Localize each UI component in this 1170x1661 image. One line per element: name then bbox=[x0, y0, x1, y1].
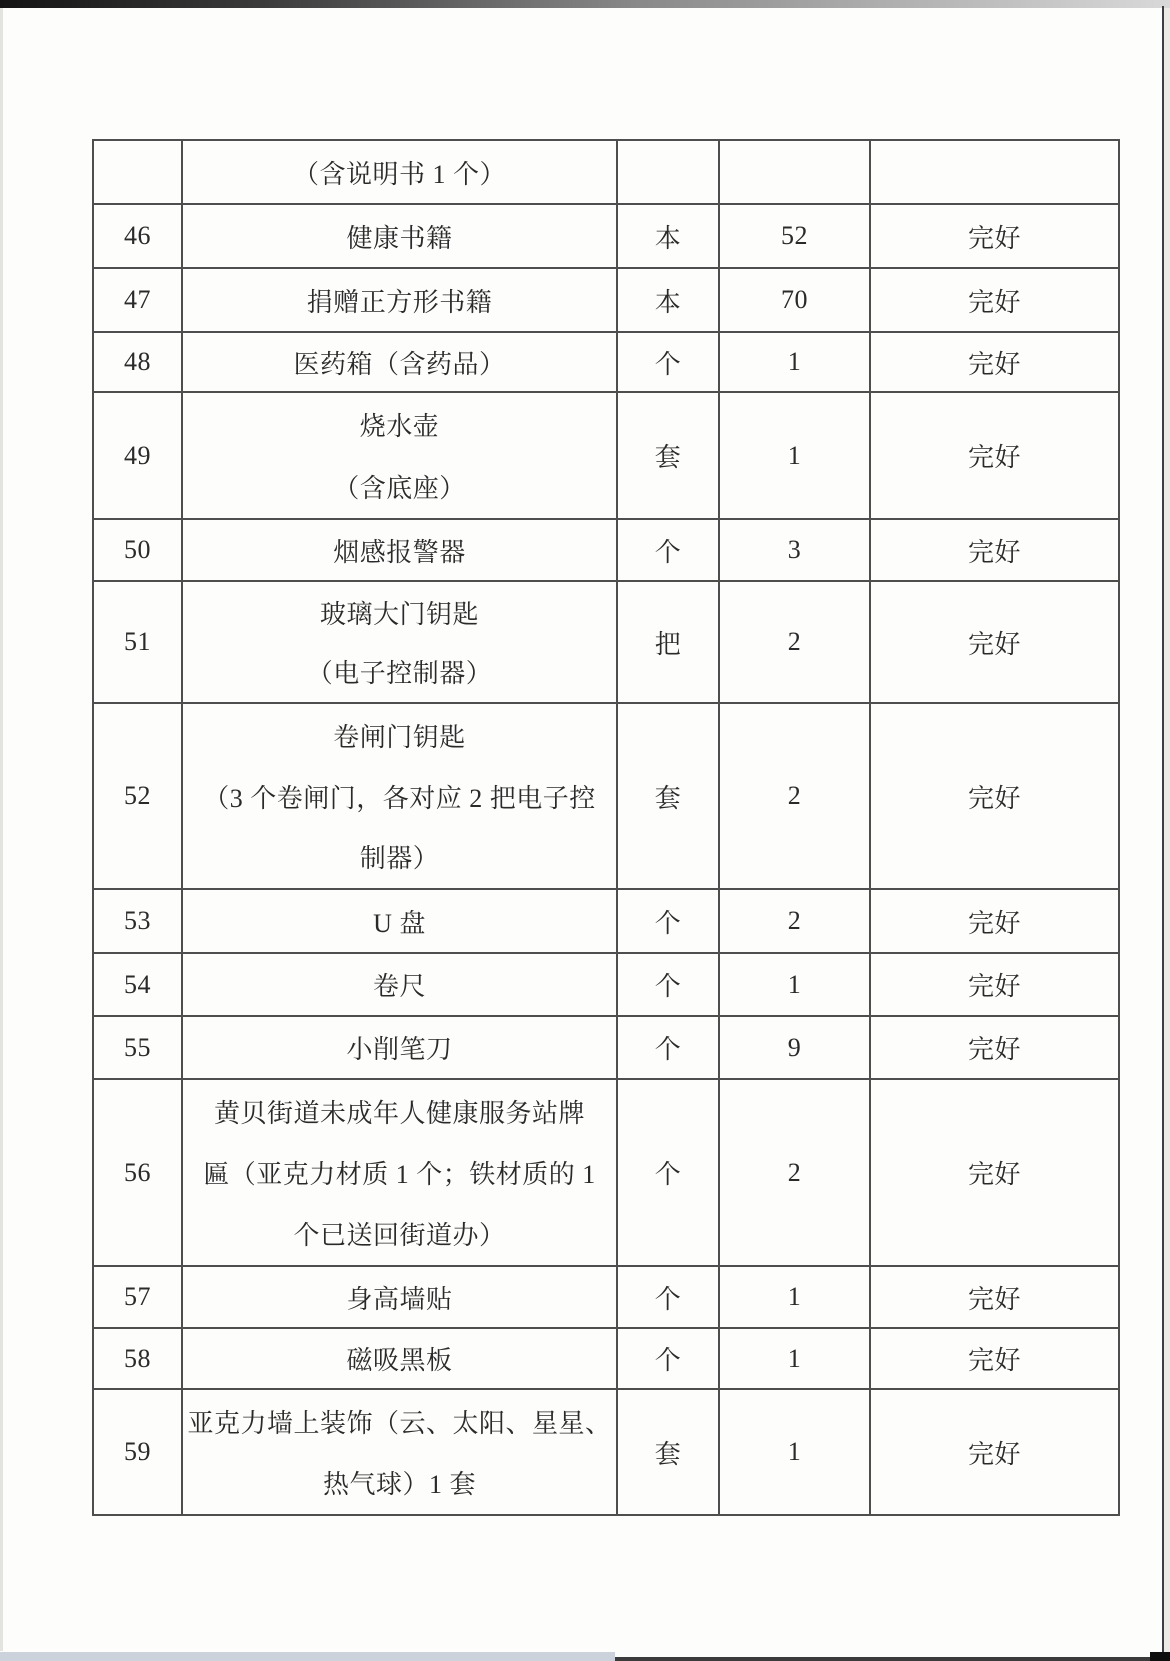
top-line-slot bbox=[94, 765, 181, 827]
cell-no bbox=[93, 204, 182, 268]
cell-name bbox=[182, 519, 617, 581]
item-unit-value: 本 bbox=[654, 287, 682, 317]
table-row-47 bbox=[93, 268, 1119, 332]
item-unit-value: 个 bbox=[654, 1035, 682, 1064]
cell-unit bbox=[617, 1328, 719, 1389]
cell-unit bbox=[617, 204, 719, 268]
cell-unit bbox=[617, 889, 719, 953]
item-unit-value: 个 bbox=[654, 1284, 682, 1314]
top-line-slot bbox=[618, 765, 718, 827]
item-unit-value: 个 bbox=[654, 537, 682, 567]
top-line-slot bbox=[94, 611, 181, 673]
item-status-value: 完好 bbox=[967, 1439, 1021, 1469]
cell-qty bbox=[719, 204, 870, 268]
item-name: 健康书籍 bbox=[346, 223, 453, 253]
cell-name bbox=[182, 140, 617, 204]
top-line-slot bbox=[94, 1142, 181, 1204]
cell-no bbox=[93, 140, 182, 204]
item-no-value: 46 bbox=[124, 221, 151, 250]
item-qty-value: 70 bbox=[781, 285, 808, 314]
cell-no bbox=[93, 1389, 182, 1515]
item-no-value: 55 bbox=[124, 1032, 151, 1062]
item-name-line: 匾（亚克力材质 1 个；铁材质的 1 bbox=[203, 1160, 596, 1189]
item-no-value: 58 bbox=[124, 1343, 151, 1373]
table-row-continuation bbox=[93, 140, 1119, 204]
cell-unit bbox=[617, 1389, 719, 1515]
cell-name bbox=[182, 268, 617, 332]
cell-name bbox=[182, 1016, 617, 1079]
cell-qty bbox=[719, 140, 870, 204]
cell-status bbox=[870, 953, 1119, 1016]
cell-status bbox=[870, 703, 1119, 889]
cell-name bbox=[182, 1266, 617, 1328]
table-row-58 bbox=[93, 1328, 1119, 1389]
item-name: 捐赠正方形书籍 bbox=[306, 287, 493, 317]
item-name-multiline bbox=[183, 1081, 616, 1264]
item-name-multiline bbox=[183, 394, 616, 517]
item-no-value: 51 bbox=[124, 627, 151, 656]
cell-no bbox=[93, 581, 182, 703]
top-line-slot bbox=[871, 765, 1118, 827]
item-qty-value: 1 bbox=[787, 440, 802, 470]
item-no-value: 53 bbox=[124, 906, 151, 935]
table-row-46 bbox=[93, 204, 1119, 268]
cell-qty bbox=[719, 889, 870, 953]
cell-status bbox=[870, 268, 1119, 332]
item-unit-value: 个 bbox=[654, 908, 682, 938]
scan-edge-right-line bbox=[1162, 6, 1164, 1659]
table-row-52 bbox=[93, 703, 1119, 889]
cell-no bbox=[93, 1016, 182, 1079]
cell-qty bbox=[719, 1016, 870, 1079]
inventory-table-body bbox=[93, 140, 1119, 1515]
item-no-value: 49 bbox=[124, 440, 151, 470]
cell-unit bbox=[617, 953, 719, 1016]
inventory-table bbox=[92, 139, 1120, 1516]
item-status-value: 完好 bbox=[967, 443, 1021, 472]
cell-unit bbox=[617, 519, 719, 581]
scan-edge-bottom-strip bbox=[0, 1652, 615, 1661]
item-qty-value: 52 bbox=[781, 221, 808, 250]
cell-no bbox=[93, 519, 182, 581]
top-line-slot bbox=[871, 1142, 1118, 1204]
table-row-53 bbox=[93, 889, 1119, 953]
cell-unit bbox=[617, 332, 719, 392]
item-qty-value: 2 bbox=[787, 1157, 802, 1187]
item-name-line: （电子控制器） bbox=[306, 659, 493, 688]
cell-status bbox=[870, 1079, 1119, 1266]
scan-edge-top bbox=[0, 0, 1170, 8]
cell-status bbox=[870, 204, 1119, 268]
table-row-50 bbox=[93, 519, 1119, 581]
cell-status bbox=[870, 140, 1119, 204]
cell-name bbox=[182, 703, 617, 889]
item-no-value: 56 bbox=[124, 1157, 151, 1187]
item-name-line: 热气球）1 套 bbox=[322, 1470, 476, 1499]
item-no-value: 57 bbox=[124, 1282, 151, 1311]
table-row-59 bbox=[93, 1389, 1119, 1515]
top-line-slot bbox=[94, 425, 181, 487]
item-status-value: 完好 bbox=[967, 1346, 1021, 1375]
table-row-48 bbox=[93, 332, 1119, 392]
table-row-54 bbox=[93, 953, 1119, 1016]
item-name: U 盘 bbox=[373, 908, 426, 938]
item-name-line: 卷闸门钥匙 bbox=[333, 722, 466, 752]
item-name-line: 个已送回街道办） bbox=[293, 1221, 506, 1250]
item-name-line: 黄贝街道未成年人健康服务站牌 bbox=[213, 1099, 585, 1128]
item-qty-value: 1 bbox=[787, 1343, 802, 1373]
cell-name bbox=[182, 953, 617, 1016]
cell-name bbox=[182, 392, 617, 519]
cell-name bbox=[182, 204, 617, 268]
item-qty-value: 2 bbox=[787, 781, 802, 810]
item-unit-value: 把 bbox=[654, 629, 682, 659]
top-line-slot bbox=[720, 765, 869, 827]
cell-name bbox=[182, 332, 617, 392]
item-no-value: 50 bbox=[124, 535, 151, 564]
item-no-value: 47 bbox=[124, 285, 151, 314]
cell-unit bbox=[617, 1016, 719, 1079]
cell-unit bbox=[617, 392, 719, 519]
cell-name bbox=[182, 1389, 617, 1515]
cell-qty bbox=[719, 392, 870, 519]
cell-unit bbox=[617, 1079, 719, 1266]
item-name: （含说明书 1 个） bbox=[292, 159, 506, 189]
item-qty-value: 1 bbox=[787, 1437, 802, 1466]
cell-unit bbox=[617, 140, 719, 204]
cell-unit bbox=[617, 703, 719, 889]
cell-no bbox=[93, 703, 182, 889]
cell-unit bbox=[617, 581, 719, 703]
item-name-multiline bbox=[183, 583, 616, 701]
table-row-55 bbox=[93, 1016, 1119, 1079]
item-name: 身高墙贴 bbox=[346, 1284, 453, 1314]
cell-status bbox=[870, 332, 1119, 392]
cell-name bbox=[182, 889, 617, 953]
item-status-value: 完好 bbox=[967, 1035, 1021, 1064]
item-status-value: 完好 bbox=[967, 287, 1021, 317]
scan-edge-bottom-line bbox=[615, 1657, 1170, 1661]
top-line-slot bbox=[871, 1421, 1118, 1483]
cell-qty bbox=[719, 703, 870, 889]
item-name-line: （含底座） bbox=[333, 473, 466, 503]
item-name: 卷尺 bbox=[372, 972, 426, 1001]
item-no-value: 48 bbox=[124, 347, 151, 376]
cell-qty bbox=[719, 519, 870, 581]
item-name: 小削笔刀 bbox=[346, 1035, 453, 1064]
cell-no bbox=[93, 268, 182, 332]
cell-unit bbox=[617, 1266, 719, 1328]
cell-no bbox=[93, 953, 182, 1016]
cell-qty bbox=[719, 332, 870, 392]
cell-no bbox=[93, 392, 182, 519]
item-no-value: 59 bbox=[124, 1437, 151, 1466]
cell-name bbox=[182, 1328, 617, 1389]
item-qty-value: 1 bbox=[787, 969, 802, 999]
cell-qty bbox=[719, 268, 870, 332]
cell-status bbox=[870, 392, 1119, 519]
cell-status bbox=[870, 1016, 1119, 1079]
item-name-line: （3 个卷闸门，各对应 2 把电子控 bbox=[203, 783, 596, 813]
cell-qty bbox=[719, 1266, 870, 1328]
item-name-line: 玻璃大门钥匙 bbox=[319, 600, 479, 629]
item-qty-value: 1 bbox=[787, 1282, 802, 1311]
item-qty-value: 2 bbox=[787, 627, 802, 656]
cell-qty bbox=[719, 581, 870, 703]
cell-status bbox=[870, 519, 1119, 581]
item-no-value: 52 bbox=[124, 781, 151, 810]
cell-qty bbox=[719, 1328, 870, 1389]
cell-status bbox=[870, 1266, 1119, 1328]
cell-name bbox=[182, 581, 617, 703]
cell-no bbox=[93, 1079, 182, 1266]
item-unit-value: 套 bbox=[654, 783, 682, 813]
cell-status bbox=[870, 581, 1119, 703]
item-status-value: 完好 bbox=[967, 1160, 1021, 1189]
cell-unit bbox=[617, 268, 719, 332]
item-name: 磁吸黑板 bbox=[346, 1346, 453, 1375]
item-unit-value: 个 bbox=[654, 1346, 682, 1375]
item-qty-value: 2 bbox=[787, 906, 802, 935]
item-name-line: 烧水壶 bbox=[359, 412, 440, 442]
item-unit-value: 套 bbox=[654, 1439, 682, 1469]
item-name-multiline bbox=[183, 1391, 616, 1513]
item-name-multiline bbox=[183, 705, 616, 887]
cell-no bbox=[93, 332, 182, 392]
item-unit-value: 个 bbox=[654, 972, 682, 1001]
item-status-value: 完好 bbox=[967, 1284, 1021, 1314]
scan-edge-corner bbox=[1150, 1652, 1170, 1661]
item-unit-value: 本 bbox=[654, 223, 682, 253]
cell-status bbox=[870, 1389, 1119, 1515]
item-name: 医药箱（含药品） bbox=[293, 349, 506, 379]
table-row-49 bbox=[93, 392, 1119, 519]
item-qty-value: 9 bbox=[787, 1032, 802, 1062]
item-status-value: 完好 bbox=[967, 629, 1021, 659]
cell-no bbox=[93, 889, 182, 953]
cell-no bbox=[93, 1328, 182, 1389]
item-status-value: 完好 bbox=[967, 972, 1021, 1001]
item-no-value: 54 bbox=[124, 969, 151, 999]
item-name-line: 亚克力墙上装饰（云、太阳、星星、 bbox=[187, 1409, 612, 1438]
item-status-value: 完好 bbox=[967, 537, 1021, 567]
item-status-value: 完好 bbox=[967, 783, 1021, 813]
item-status-value: 完好 bbox=[967, 223, 1021, 253]
scan-edge-right-outer bbox=[1164, 8, 1170, 1661]
cell-qty bbox=[719, 953, 870, 1016]
scan-edge-left bbox=[0, 8, 3, 1651]
top-line-slot bbox=[871, 425, 1118, 487]
cell-status bbox=[870, 1328, 1119, 1389]
item-status-value: 完好 bbox=[967, 908, 1021, 938]
cell-status bbox=[870, 889, 1119, 953]
item-name: 烟感报警器 bbox=[333, 537, 466, 567]
item-status-value: 完好 bbox=[967, 349, 1021, 379]
cell-qty bbox=[719, 1389, 870, 1515]
cell-qty bbox=[719, 1079, 870, 1266]
item-name-line: 制器） bbox=[359, 844, 440, 874]
table-row-51 bbox=[93, 581, 1119, 703]
table-row-56 bbox=[93, 1079, 1119, 1266]
item-qty-value: 1 bbox=[787, 347, 802, 376]
item-unit-value: 个 bbox=[654, 349, 682, 379]
table-row-57 bbox=[93, 1266, 1119, 1328]
top-line-slot bbox=[871, 611, 1118, 673]
cell-name bbox=[182, 1079, 617, 1266]
item-qty-value: 3 bbox=[787, 535, 802, 564]
cell-no bbox=[93, 1266, 182, 1328]
top-line-slot bbox=[94, 1421, 181, 1483]
item-unit-value: 个 bbox=[654, 1160, 682, 1189]
item-unit-value: 套 bbox=[654, 443, 682, 472]
